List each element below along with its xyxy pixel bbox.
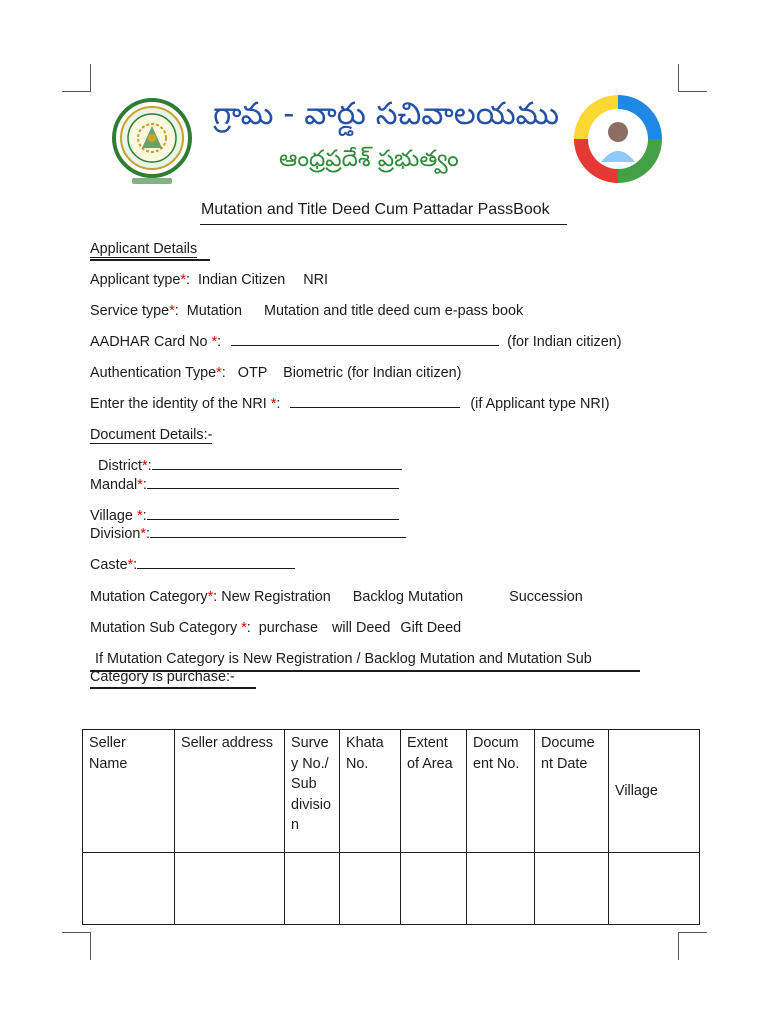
column-khata-no: Khata No. (340, 730, 401, 853)
aadhar-input-line[interactable] (231, 334, 499, 346)
crop-mark-top-right (678, 64, 679, 92)
header-banner (103, 92, 666, 198)
cell-seller-address[interactable] (175, 853, 285, 925)
option-indian-citizen[interactable]: Indian Citizen (198, 272, 286, 288)
crop-mark-top-left (62, 91, 90, 92)
nri-identity-label: Enter the identity of the NRI (90, 396, 271, 412)
option-otp[interactable]: OTP (237, 365, 268, 381)
column-seller-name: Seller Name (83, 730, 175, 853)
ap-emblem-logo (108, 96, 196, 192)
mandal-row: Mandal*: (90, 476, 399, 494)
mutation-category-label: Mutation Category (90, 589, 208, 605)
nri-identity-input-line[interactable] (290, 396, 460, 408)
authentication-label: Authentication Type (90, 365, 217, 381)
column-village: Village (609, 730, 700, 853)
nri-identity-note: (if Applicant type NRI) (470, 396, 610, 412)
crop-mark-top-right (679, 91, 707, 92)
option-backlog-mutation[interactable]: Backlog Mutation (352, 589, 464, 605)
seller-details-table (82, 729, 700, 925)
village-input-line[interactable] (147, 508, 399, 520)
telugu-heading-line1: గ్రామ - వార్డు సచివాలయము (213, 96, 560, 132)
service-type-label: Service type (90, 303, 170, 319)
applicant-type-row: Applicant type*: Indian Citizen NRI (90, 272, 329, 288)
cell-extent-of-area[interactable] (401, 853, 467, 925)
condition-line-1: If Mutation Category is New Registration / Backlog Mutation and Mutation Sub (95, 651, 592, 667)
aadhar-row: AADHAR Card No *: (for Indian citizen) (90, 334, 622, 350)
column-document-date: Docume nt Date (535, 730, 609, 853)
condition-line-2: Category is purchase:- (90, 669, 235, 685)
caste-row: Caste*: (90, 556, 295, 574)
required-asterisk: * (180, 272, 187, 288)
division-row: Division*: (90, 525, 406, 543)
column-survey-no: Survey No./ Sub division (285, 730, 340, 853)
authentication-row: Authentication Type*: OTP Biometric (for Indian citizen) (90, 365, 462, 381)
division-label: Division (90, 526, 141, 542)
applicant-details-heading: Applicant Details (90, 241, 198, 257)
cell-document-no[interactable] (467, 853, 535, 925)
cell-village[interactable] (609, 853, 700, 925)
crop-mark-bottom-right (679, 932, 707, 933)
mutation-category-row: Mutation Category*: New Registration Backlog Mutation Succession (90, 589, 583, 605)
option-mutation-title-deed[interactable]: Mutation and title deed cum e-pass book (264, 303, 524, 319)
crop-mark-bottom-right (678, 932, 679, 960)
district-label: District (98, 458, 142, 474)
mandal-label: Mandal (90, 477, 138, 493)
column-extent-of-area: Extent of Area (401, 730, 467, 853)
option-gift-deed[interactable]: Gift Deed (400, 620, 462, 636)
district-row: District*: (98, 457, 402, 475)
telugu-heading-line2: ఆంధ్రప్రదేశ్ ప్రభుత్వం (279, 146, 459, 172)
cell-khata-no[interactable] (340, 853, 401, 925)
table-row (83, 853, 700, 925)
village-label: Village (90, 508, 137, 524)
cell-seller-name[interactable] (83, 853, 175, 925)
service-type-row: Service type*: Mutation Mutation and title deed cum e-pass book (90, 303, 524, 319)
option-mutation[interactable]: Mutation (186, 303, 242, 319)
mandal-input-line[interactable] (147, 477, 399, 489)
table-header-row (83, 730, 700, 853)
crop-mark-bottom-left (62, 932, 90, 933)
cell-survey-no[interactable] (285, 853, 340, 925)
option-will-deed[interactable]: will Deed (332, 620, 391, 636)
heading-underline (90, 259, 210, 261)
option-new-registration[interactable]: New Registration (221, 589, 331, 605)
option-biometric[interactable]: Biometric (for Indian citizen) (283, 365, 462, 381)
navaratnalu-portrait-logo (573, 94, 663, 184)
village-row: Village *: (90, 507, 399, 525)
aadhar-label: AADHAR Card No (90, 334, 212, 350)
aadhar-note: (for Indian citizen) (507, 334, 622, 350)
option-nri[interactable]: NRI (303, 272, 329, 288)
option-purchase[interactable]: purchase (258, 620, 318, 636)
mutation-subcategory-label: Mutation Sub Category (90, 620, 242, 636)
applicant-type-label: Applicant type (90, 272, 181, 288)
title-underline (200, 224, 567, 225)
cell-document-date[interactable] (535, 853, 609, 925)
mutation-subcategory-row: Mutation Sub Category *: purchase will Deed Gift Deed (90, 620, 462, 636)
crop-mark-bottom-left (90, 932, 91, 960)
district-input-line[interactable] (152, 458, 402, 470)
column-seller-address: Seller address (175, 730, 285, 853)
division-input-line[interactable] (150, 526, 406, 538)
crop-mark-top-left (90, 64, 91, 92)
option-succession[interactable]: Succession (509, 589, 583, 605)
caste-input-line[interactable] (137, 557, 295, 569)
condition-underline-2 (90, 687, 256, 689)
caste-label: Caste (90, 557, 128, 573)
column-document-no: Docum ent No. (467, 730, 535, 853)
document-details-heading: Document Details:- (90, 427, 213, 443)
document-title: Mutation and Title Deed Cum Pattadar PassBook (201, 201, 550, 218)
nri-identity-row: Enter the identity of the NRI *: (if Applicant type NRI) (90, 396, 610, 412)
